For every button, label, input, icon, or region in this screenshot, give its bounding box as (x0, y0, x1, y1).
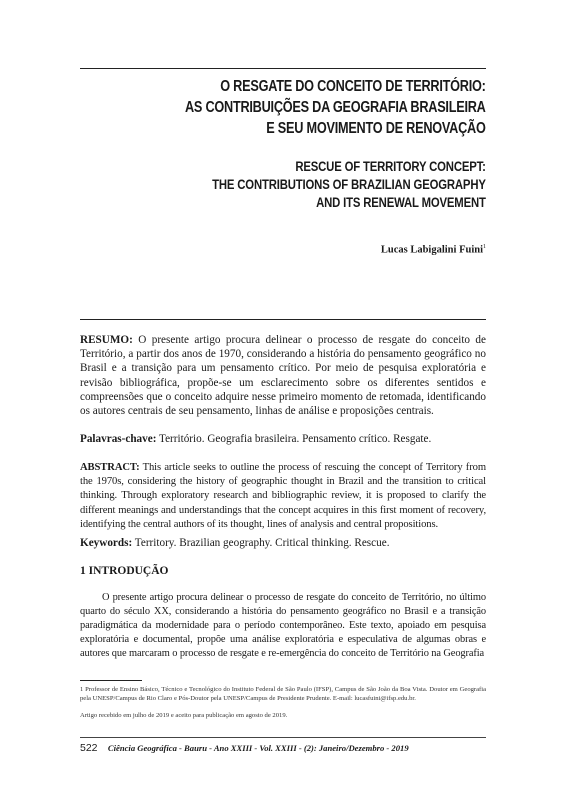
title-english (212, 158, 486, 212)
footer-rule (80, 737, 486, 738)
palavras-chave-paragraph (80, 432, 486, 446)
footnote-marker[interactable]: 1 (483, 244, 486, 250)
title-en-line: RESCUE OF TERRITORY CONCEPT: (295, 159, 486, 174)
palavras-chave-label: Palavras-chave: (80, 433, 157, 445)
resumo-label: RESUMO: (80, 334, 133, 346)
top-rule (80, 68, 486, 69)
abstract-label: ABSTRACT: (80, 462, 140, 473)
abstract-paragraph (80, 461, 486, 532)
title-pt-line: O RESGATE DO CONCEITO DE TERRITÓRIO: (220, 78, 486, 95)
page-number: 522 (80, 742, 98, 754)
title-en-line: AND ITS RENEWAL MOVEMENT (316, 195, 486, 210)
journal-citation: Ciência Geográfica - Bauru - Ano XXIII - Vol. XXIII - (2): Janeiro/Dezembro - 2019 (107, 743, 409, 753)
resumo-text: O presente artigo procura delinear o processo de resgate do conceito de Território, a partir dos anos de 1970, considerando a história do pensamento geográfico no Brasil e a transição para um pensamento crítico. Por meio de pesquisa exploratória e revisão bibliográfica, propõe-se um esclarecimento sobre os diferentes sentidos e compreensões que o conceito adquire nesse primeiro momento de retomada, identificando os autores centrais de seu pensamento, linhas de análise e proposições centrais. (80, 334, 486, 418)
footnote-author: 1 Professor de Ensino Básico, Técnico e Tecnológico do Instituto Federal de São Paulo (IFSP), Campus de São João da Boa Vista. Doutor em Geografia pela UNESP/Campus de Rio Claro e Pós-Doutor pela UNESP/Campus de Presidente Prudente. E-mail: lucasfuini@ifsp.edu.br. (80, 686, 486, 702)
title-en-line: THE CONTRIBUTIONS OF BRAZILIAN GEOGRAPHY (212, 177, 486, 192)
introduction-body: O presente artigo procura delinear o processo de resgate do conceito de Território, no último quarto do século XX, considerando a história do pensamento geográfico no Brasil e a transição paradigmática da modernidade para o período contemporâneo. Este texto, apoiado em pesquisa exploratória e documental, propõe uma análise exploratória e especulativa de algumas obras e autores que marcaram o processo de resgate e re-emergência do conceito de Território na Geografia (80, 592, 486, 659)
palavras-chave-text: Território. Geografia brasileira. Pensamento crítico. Resgate. (156, 433, 432, 445)
keywords-paragraph (80, 536, 486, 550)
abstract-text: This article seeks to outline the process of rescuing the concept of Territory from the 1970s, considering the history of geographic thought in Brazil and the transition to critical thinking. Through exploratory research and bibliographic review, it is proposed to clarify the different meanings and understandings that the concept acquires in this first moment of recovery, identifying the central authors of its thought, lines of analysis and central propositions. (80, 462, 486, 530)
keywords-text: Territory. Brazilian geography. Critical thinking. Rescue. (132, 537, 390, 549)
title-portuguese (185, 76, 486, 139)
page-footer (80, 742, 409, 754)
title-pt-line: E SEU MOVIMENTO DE RENOVAÇÃO (266, 120, 486, 137)
footnote-divider (80, 680, 142, 681)
resumo-paragraph (80, 333, 486, 418)
abstract-rule (80, 319, 486, 320)
section-heading: 1 INTRODUÇÃO (80, 565, 169, 577)
keywords-label: Keywords: (80, 537, 133, 549)
footnote-received: Artigo recebido em julho de 2019 e aceito para publicação em agosto de 2019. (80, 712, 288, 719)
title-pt-line: AS CONTRIBUIÇÕES DA GEOGRAFIA BRASILEIRA (185, 99, 486, 116)
author-name (381, 244, 486, 256)
author-name-text: Lucas Labigalini Fuini (380, 244, 483, 256)
